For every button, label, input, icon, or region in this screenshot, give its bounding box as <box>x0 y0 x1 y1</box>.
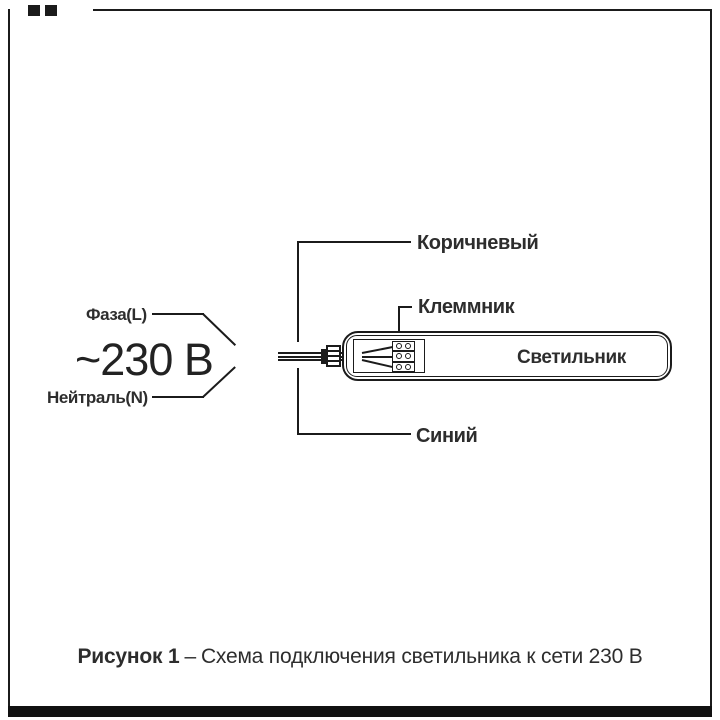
terminal-screw-icon <box>396 364 402 370</box>
figure-number: Рисунок 1 <box>77 645 180 668</box>
figure-caption <box>0 645 720 669</box>
terminal-screw-icon <box>405 343 411 349</box>
brown-wire-label: Коричневый <box>417 232 539 254</box>
terminal-screw-icon <box>396 353 402 359</box>
luminaire-label: Светильник <box>517 347 626 368</box>
frame-corner-mark <box>45 5 57 16</box>
terminal-screw-icon <box>405 364 411 370</box>
frame-corner-mark <box>28 5 40 16</box>
phase-label: Фаза(L) <box>86 305 147 324</box>
terminal-screw-icon <box>396 343 402 349</box>
terminal-connector <box>392 341 415 352</box>
frame-right-rule <box>710 9 712 708</box>
terminal-block-label: Клеммник <box>418 296 515 318</box>
terminal-leader-line <box>398 306 412 308</box>
neutral-label: Нейтраль(N) <box>47 388 148 407</box>
caption-text: Схема подключения светильника к сети 230 В <box>200 645 643 668</box>
frame-left-rule <box>8 9 10 708</box>
blue-wire-leader-line <box>297 433 411 435</box>
brown-wire-leader-line <box>297 241 411 243</box>
terminal-connector <box>392 362 415 373</box>
voltage-label: ~230 В <box>75 334 213 385</box>
neutral-leader-line <box>152 396 204 398</box>
phase-leader-line <box>152 313 204 315</box>
frame-top-rule <box>93 9 712 11</box>
cable-gland-body <box>326 345 341 367</box>
terminal-connector <box>392 351 415 362</box>
blue-wire-label: Синий <box>416 425 478 447</box>
caption-dash: – <box>184 645 196 668</box>
brown-wire-vertical-line <box>297 241 299 342</box>
frame-bottom-bar <box>8 706 712 717</box>
blue-wire-vertical-line <box>297 368 299 434</box>
terminal-screw-icon <box>405 353 411 359</box>
